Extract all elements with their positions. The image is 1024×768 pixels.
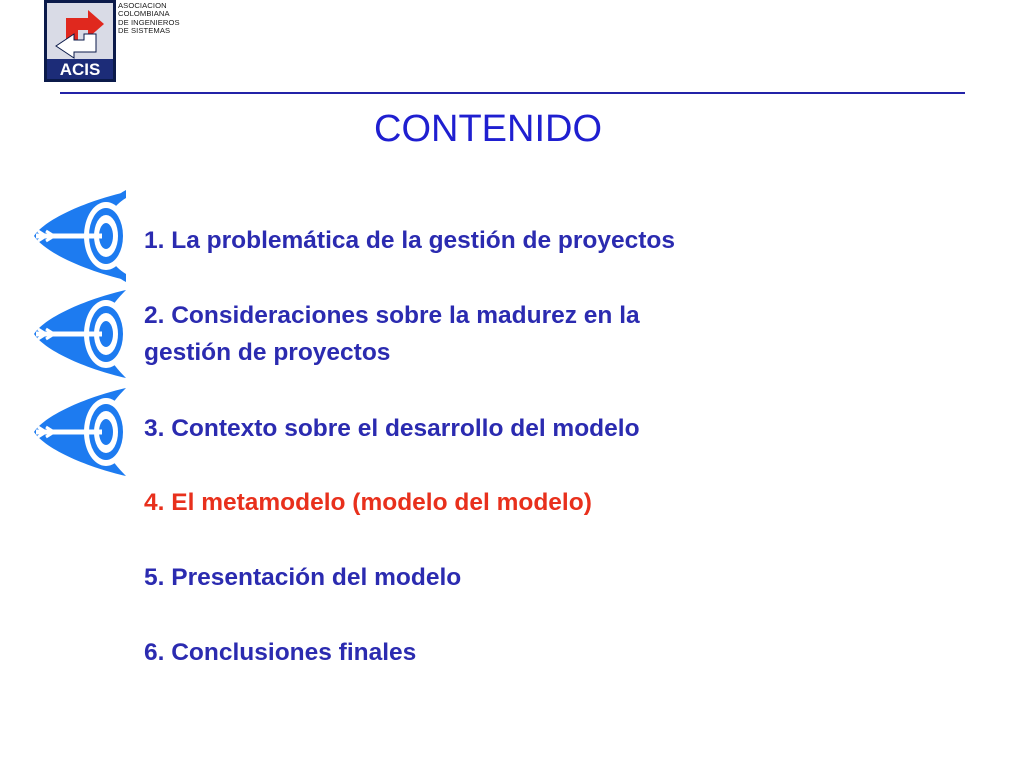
logo-name-line: COLOMBIANA	[118, 9, 170, 19]
logo-name-line: DE INGENIEROS	[118, 17, 180, 27]
target-arrow-icon	[30, 188, 134, 284]
slide-title-text: CONTENIDO	[374, 108, 602, 150]
agenda-item	[144, 222, 675, 259]
agenda-item-line: 3. Contexto sobre el desarrollo del modelo	[144, 415, 640, 442]
agenda-item	[144, 559, 461, 596]
agenda-item-line: 2. Consideraciones sobre la madurez en la	[144, 302, 640, 329]
agenda-item-line: 6. Conclusiones finales	[144, 639, 417, 666]
agenda-item-line: 4. El metamodelo (modelo del modelo)	[144, 489, 592, 516]
agenda-item	[144, 410, 640, 447]
logo-name-line: DE SISTEMAS	[118, 26, 171, 36]
header-divider	[60, 92, 965, 94]
agenda-item	[144, 297, 640, 371]
logo-name-line: ASOCIACION	[118, 1, 167, 10]
target-arrow-icon	[30, 286, 134, 382]
acis-logo	[44, 0, 224, 84]
acis-full-name	[118, 2, 180, 36]
agenda-item-line: gestión de proyectos	[144, 339, 391, 366]
target-arrow-icon	[30, 384, 134, 480]
acis-abbrev: ACIS	[59, 60, 101, 79]
agenda-item-line: 1. La problemática de la gestión de proyectos	[144, 227, 675, 254]
agenda-item	[144, 634, 416, 671]
slide-title	[0, 106, 1024, 152]
agenda-item-line: 5. Presentación del modelo	[144, 564, 462, 591]
agenda-item-current	[144, 484, 592, 521]
acis-logo-mark	[44, 0, 116, 82]
